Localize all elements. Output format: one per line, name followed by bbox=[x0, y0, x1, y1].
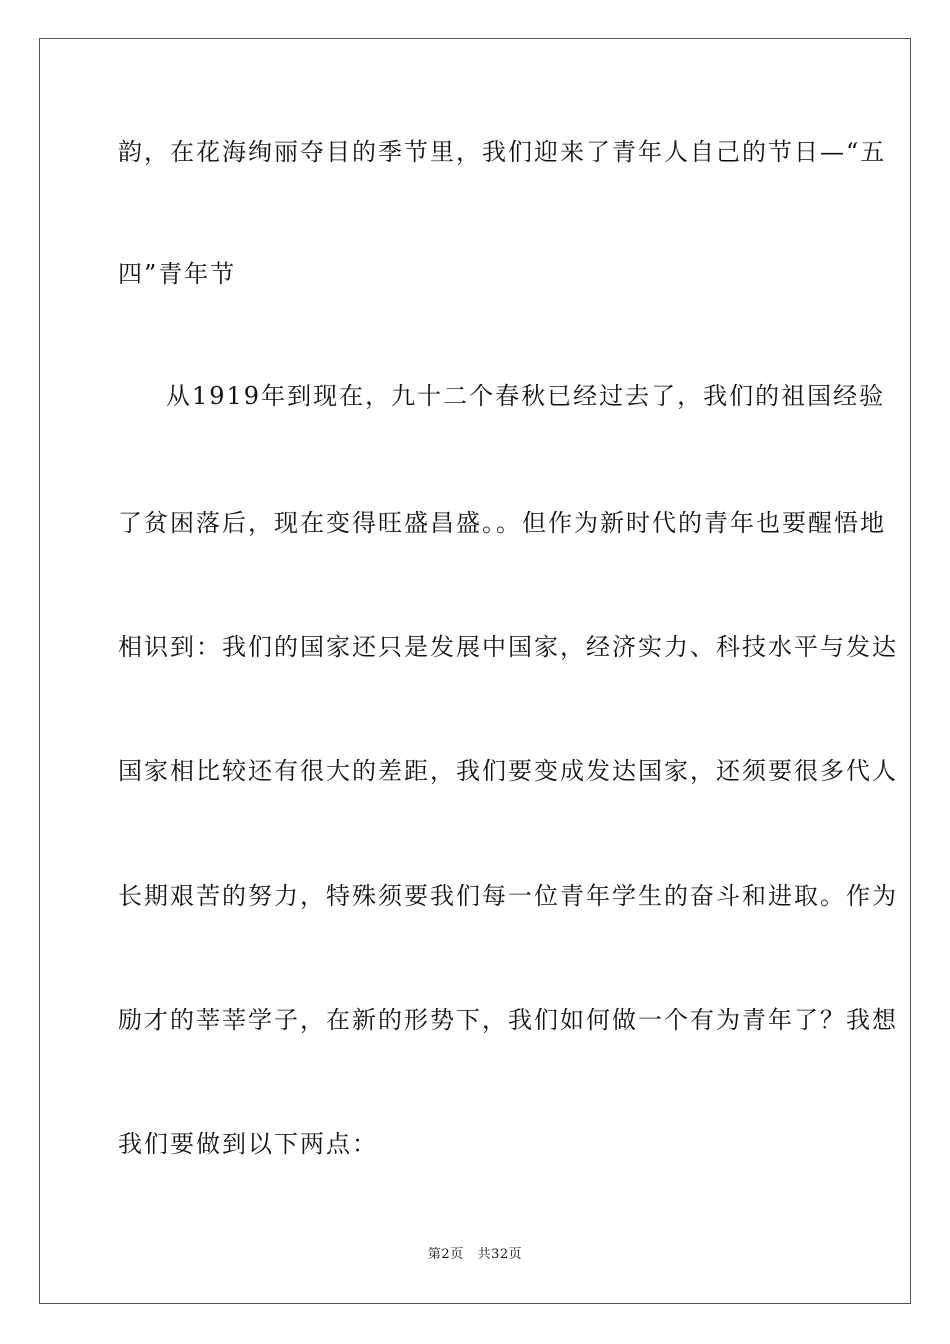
body-line-5: 相识到：我们的国家还只是发展中国家，经济实力、科技水平与发达 bbox=[118, 633, 898, 661]
body-line-4: 了贫困落后，现在变得旺盛昌盛。。但作为新时代的青年也要醒悟地 bbox=[118, 509, 886, 537]
body-line-2: 四”青年节 bbox=[118, 260, 237, 288]
body-line-7: 长期艰苦的努力，特殊须要我们每一位青年学生的奋斗和进取。作为 bbox=[118, 882, 898, 910]
body-line-8: 励才的莘莘学子，在新的形势下，我们如何做一个有为青年了？我想 bbox=[118, 1006, 898, 1034]
body-line-6: 国家相比较还有很大的差距，我们要变成发达国家，还须要很多代人 bbox=[118, 757, 898, 785]
body-line-9: 我们要做到以下两点： bbox=[118, 1130, 378, 1158]
total-pages: 共32页 bbox=[477, 1247, 523, 1262]
page-footer bbox=[0, 1246, 950, 1264]
page-number: 第2页 bbox=[427, 1247, 464, 1262]
body-line-1: 韵，在花海绚丽夺目的季节里，我们迎来了青年人自己的节日—“五 bbox=[118, 138, 887, 166]
page-border bbox=[39, 38, 911, 1304]
body-line-3: 从1919年到现在，九十二个春秋已经过去了，我们的祖国经验 bbox=[166, 382, 886, 410]
